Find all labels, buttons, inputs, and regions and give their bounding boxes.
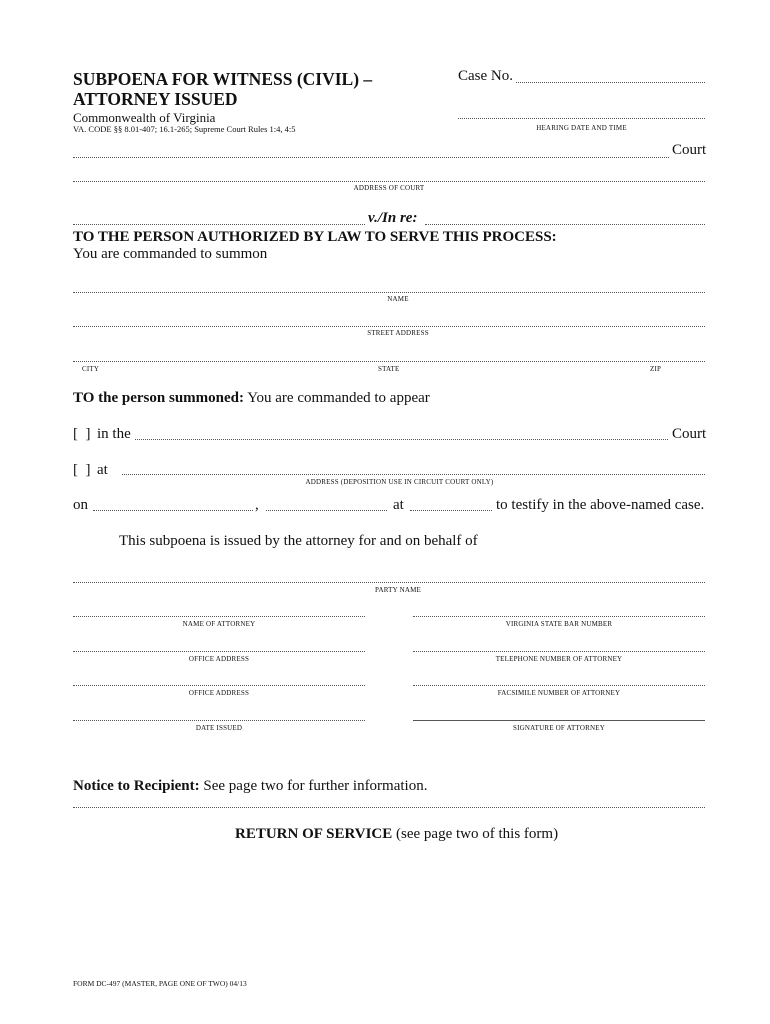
form-title-line2: ATTORNEY ISSUED <box>73 89 238 109</box>
on-label: on <box>73 497 88 513</box>
telephone-field[interactable] <box>413 651 705 652</box>
notice-to-recipient <box>73 778 427 795</box>
summoned-heading-rest: You are commanded to appear <box>244 390 430 406</box>
serve-heading: TO THE PERSON AUTHORIZED BY LAW TO SERVE THIS PROCESS: <box>73 229 557 245</box>
defendant-field[interactable] <box>425 224 705 225</box>
commonwealth-label: Commonwealth of Virginia <box>73 110 216 125</box>
notice-separator <box>73 807 705 808</box>
notice-bold: Notice to Recipient: <box>73 778 200 794</box>
return-of-service-heading <box>235 826 558 843</box>
party-name-field[interactable] <box>73 582 705 583</box>
street-address-field[interactable] <box>73 326 705 327</box>
summon-command-text: You are commanded to summon <box>73 246 268 262</box>
signature-field[interactable] <box>413 720 705 721</box>
bar-number-label: VIRGINIA STATE BAR NUMBER <box>505 620 613 628</box>
case-number-label: Case No. <box>458 68 513 84</box>
deposition-checkbox[interactable]: [ ] <box>73 462 91 478</box>
plaintiff-field[interactable] <box>73 224 365 225</box>
name-label: NAME <box>387 295 409 303</box>
appear-year-field[interactable] <box>266 510 387 511</box>
office-address-field-2[interactable] <box>73 685 365 686</box>
at-label: at <box>97 462 108 478</box>
appear-time-field[interactable] <box>410 510 492 511</box>
facsimile-label: FACSIMILE NUMBER OF ATTORNEY <box>497 689 621 697</box>
court-address-label: ADDRESS OF COURT <box>353 184 425 192</box>
return-of-service-rest: (see page two of this form) <box>392 826 559 842</box>
form-title-line1: SUBPOENA FOR WITNESS (CIVIL) – <box>73 69 373 89</box>
at-time-label: at <box>393 497 404 513</box>
summoned-heading <box>73 390 430 407</box>
office-address-label-2: OFFICE ADDRESS <box>188 689 250 697</box>
street-address-label: STREET ADDRESS <box>367 329 429 337</box>
notice-rest: See page two for further information. <box>199 778 428 794</box>
date-issued-label: DATE ISSUED <box>195 724 243 732</box>
appear-court-label: Court <box>672 426 707 442</box>
facsimile-field[interactable] <box>413 685 705 686</box>
signature-label: SIGNATURE OF ATTORNEY <box>513 724 605 732</box>
issued-statement: This subpoena is issued by the attorney for and on behalf of <box>119 533 478 549</box>
summon-name-field[interactable] <box>73 292 705 293</box>
attorney-name-field[interactable] <box>73 616 365 617</box>
bar-number-field[interactable] <box>413 616 705 617</box>
hearing-date-field[interactable] <box>458 118 705 119</box>
city-label: CITY <box>82 365 100 373</box>
court-name-field[interactable] <box>73 157 669 158</box>
party-name-label: PARTY NAME <box>375 586 421 594</box>
case-number-field[interactable] <box>516 82 705 83</box>
appear-court-field[interactable] <box>135 439 668 440</box>
return-of-service-bold: RETURN OF SERVICE <box>235 826 393 842</box>
deposition-address-label: ADDRESS (DEPOSITION USE IN CIRCUIT COURT ONLY) <box>305 478 494 486</box>
summoned-heading-bold: TO the person summoned: <box>73 390 244 406</box>
date-comma: , <box>255 497 259 513</box>
court-address-field[interactable] <box>73 181 705 182</box>
form-id-footer: FORM DC-497 (MASTER, PAGE ONE OF TWO) 04/13 <box>73 979 247 988</box>
court-checkbox[interactable]: [ ] <box>73 426 91 442</box>
in-the-label: in the <box>97 426 131 442</box>
office-address-label-1: OFFICE ADDRESS <box>188 655 250 663</box>
appear-date-field[interactable] <box>93 510 253 511</box>
attorney-name-label: NAME OF ATTORNEY <box>182 620 256 628</box>
testify-text: to testify in the above-named case. <box>496 497 705 513</box>
hearing-date-label: HEARING DATE AND TIME <box>536 124 627 132</box>
state-label: STATE <box>378 365 400 373</box>
telephone-label: TELEPHONE NUMBER OF ATTORNEY <box>495 655 623 663</box>
zip-label: ZIP <box>650 365 662 373</box>
office-address-field-1[interactable] <box>73 651 365 652</box>
court-label: Court <box>672 142 707 158</box>
deposition-address-field[interactable] <box>122 474 705 475</box>
city-state-zip-field[interactable] <box>73 361 705 362</box>
va-code-reference: VA. CODE §§ 8.01-407; 16.1-265; Supreme Court Rules 1:4, 4:5 <box>73 124 296 134</box>
date-issued-field[interactable] <box>73 720 365 721</box>
versus-label: v./In re: <box>368 210 418 226</box>
